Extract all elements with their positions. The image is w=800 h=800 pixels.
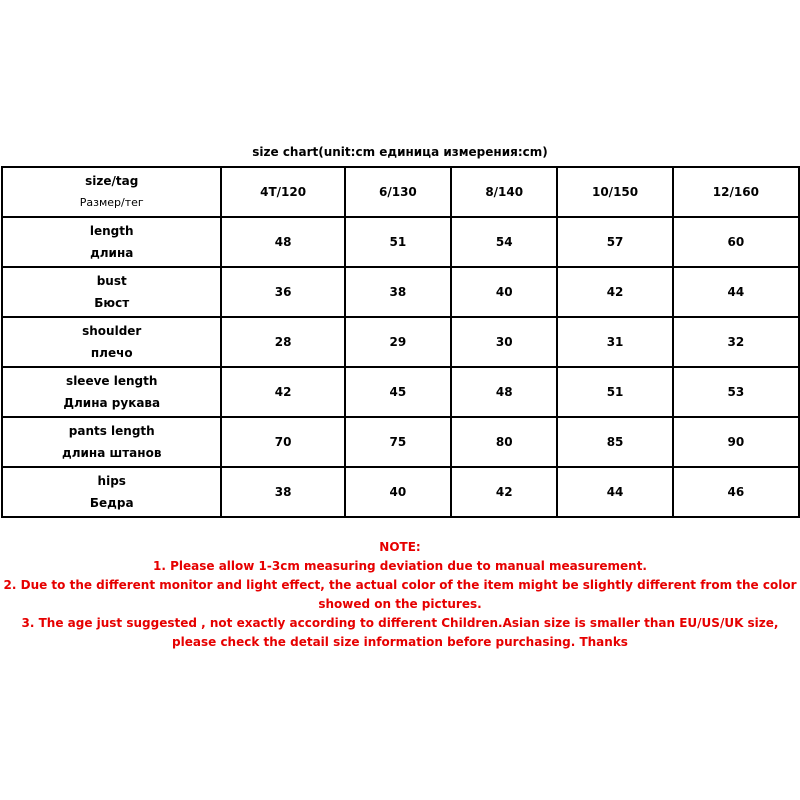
value-cell: 75	[345, 417, 451, 467]
row-label-ru: плечо	[90, 346, 133, 360]
row-label-ru: длина	[90, 246, 134, 260]
chart-title: size chart(unit:cm единица измерения:cm)	[252, 145, 548, 159]
value-cell: 38	[221, 467, 344, 517]
row-label-en: bust	[96, 274, 127, 288]
note-item: 2. Due to the different monitor and light effect, the actual color of the item might be slightly different from the color showed on the pictures.	[3, 578, 797, 611]
value-cell: 51	[345, 217, 451, 267]
value-cell: 40	[345, 467, 451, 517]
value-cell: 31	[557, 317, 672, 367]
value-cell: 60	[673, 217, 799, 267]
row-label-cell	[2, 417, 221, 467]
value-cell: 32	[673, 317, 799, 367]
value-cell: 42	[557, 267, 672, 317]
value-cell: 45	[345, 367, 451, 417]
row-label-cell	[2, 367, 221, 417]
value-cell: 80	[451, 417, 557, 467]
row-label-en: hips	[97, 474, 126, 488]
table-row	[2, 417, 799, 467]
row-label-cell	[2, 467, 221, 517]
row-label-ru: Бедра	[89, 496, 134, 510]
size-column-header: 4T/120	[221, 167, 344, 217]
size-column-header: 6/130	[345, 167, 451, 217]
header-row	[2, 167, 799, 217]
value-cell: 46	[673, 467, 799, 517]
table-row	[2, 467, 799, 517]
size-column-header: 10/150	[557, 167, 672, 217]
value-cell: 85	[557, 417, 672, 467]
value-cell: 53	[673, 367, 799, 417]
value-cell: 40	[451, 267, 557, 317]
header-label-en: size/tag	[85, 174, 139, 188]
note-item: 3. The age just suggested , not exactly according to different Children.Asian size is smaller than EU/US/UK size, please check the detail size information before purchasing. Thanks	[21, 616, 779, 649]
notes-section	[0, 538, 800, 652]
value-cell: 36	[221, 267, 344, 317]
row-label-ru: длина штанов	[62, 446, 162, 460]
table-row	[2, 317, 799, 367]
value-cell: 30	[451, 317, 557, 367]
row-label-ru: Длина рукава	[63, 396, 161, 410]
value-cell: 42	[221, 367, 344, 417]
row-label-en: sleeve length	[66, 374, 158, 388]
value-cell: 38	[345, 267, 451, 317]
row-label-cell	[2, 317, 221, 367]
row-label-en: pants length	[68, 424, 155, 438]
value-cell: 28	[221, 317, 344, 367]
row-label-cell	[2, 267, 221, 317]
table-row	[2, 367, 799, 417]
table-row	[2, 267, 799, 317]
row-label-en: shoulder	[82, 324, 142, 338]
value-cell: 51	[557, 367, 672, 417]
value-cell: 48	[221, 217, 344, 267]
header-label-cell	[2, 167, 221, 217]
value-cell: 90	[673, 417, 799, 467]
size-table	[1, 166, 800, 518]
row-label-cell	[2, 217, 221, 267]
value-cell: 48	[451, 367, 557, 417]
size-column-header: 8/140	[451, 167, 557, 217]
row-label-ru: Бюст	[94, 296, 130, 310]
header-label-ru: Размер/тег	[79, 196, 144, 209]
value-cell: 44	[557, 467, 672, 517]
notes-heading: NOTE:	[379, 540, 421, 554]
value-cell: 57	[557, 217, 672, 267]
value-cell: 42	[451, 467, 557, 517]
value-cell: 54	[451, 217, 557, 267]
row-label-en: length	[89, 224, 134, 238]
value-cell: 70	[221, 417, 344, 467]
note-item: 1. Please allow 1-3cm measuring deviation due to manual measurement.	[153, 559, 647, 573]
value-cell: 44	[673, 267, 799, 317]
size-column-header: 12/160	[673, 167, 799, 217]
value-cell: 29	[345, 317, 451, 367]
table-row	[2, 217, 799, 267]
